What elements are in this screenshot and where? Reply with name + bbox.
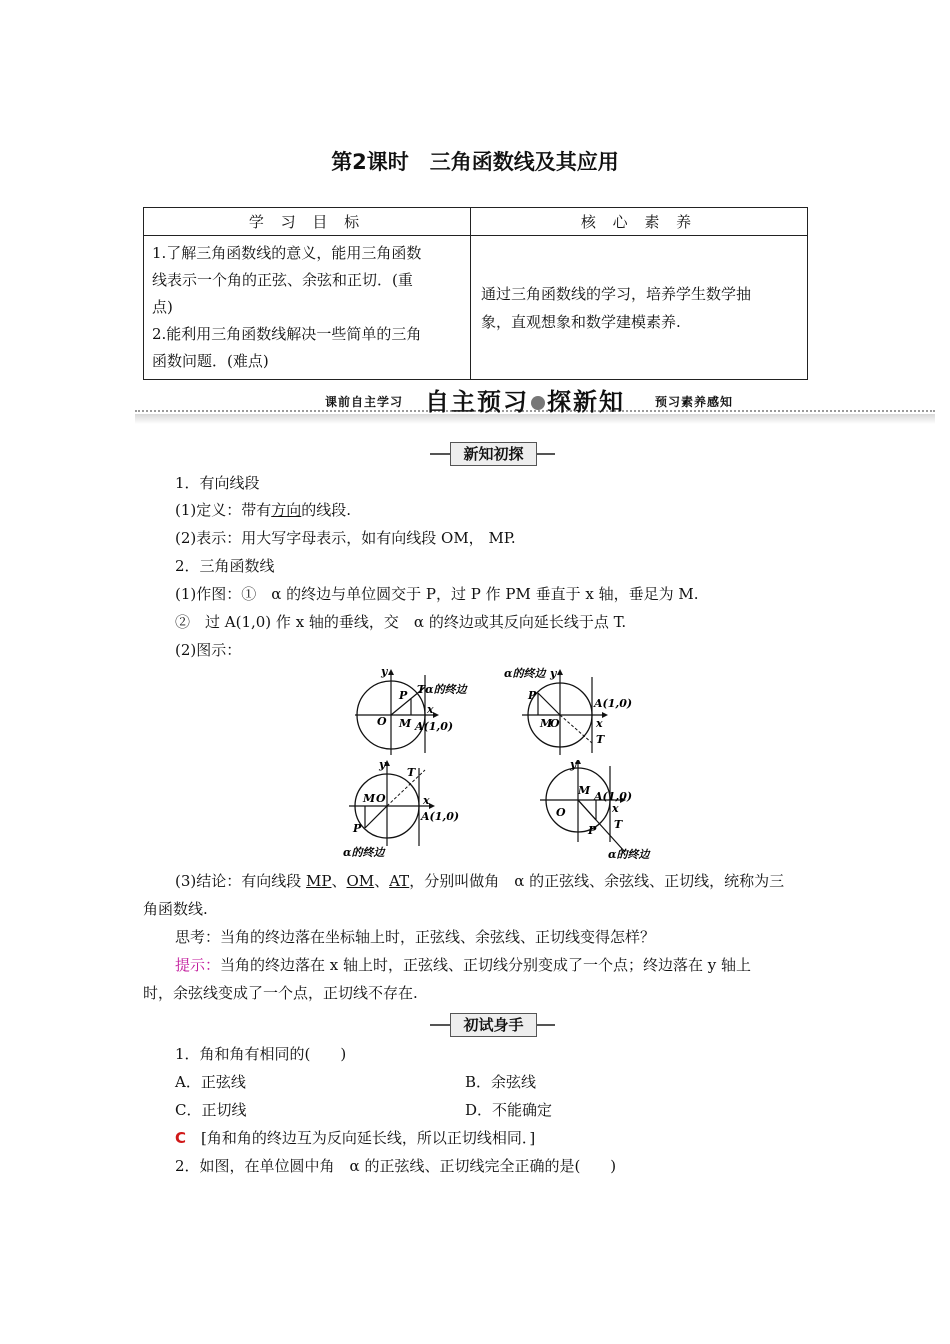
- option-a: A．正弦线: [175, 1073, 246, 1091]
- goal-line: 1.了解三角函数线的意义，能用三角函数: [152, 244, 422, 262]
- question-1: 1．角和角有相同的( ): [175, 1045, 347, 1063]
- construction-line: (1)作图：① α 的终边与单位圆交于 P，过 P 作 PM 垂直于 x 轴，垂足为 M.: [175, 585, 699, 603]
- section-heading-label: 新知初探: [450, 442, 537, 466]
- point-a-label: A(1,0): [594, 790, 633, 803]
- arrow-circle-icon: [531, 396, 545, 410]
- hint-line: 提示：当角的终边落在 x 轴上时，正弦线、正切线分别变成了一个点；终边落在 y 轴上: [175, 956, 752, 974]
- y-axis-label: y: [550, 667, 557, 680]
- y-axis-label: y: [381, 665, 388, 678]
- underlined-answer: AT: [389, 872, 410, 890]
- item-heading: 2．三角函数线: [175, 557, 275, 575]
- x-axis-label: x: [596, 717, 603, 730]
- point-a-label: A(1,0): [421, 810, 460, 823]
- literacy-cell: [471, 236, 808, 380]
- banner-title-part1: 自主预习: [425, 388, 529, 416]
- section-heading-label: 初试身手: [450, 1013, 537, 1037]
- y-axis-label: y: [379, 760, 386, 771]
- think-question: 思考：当角的终边落在坐标轴上时，正弦线、余弦线、正切线变得怎样？: [175, 928, 656, 946]
- figure-caption: (2)图示：: [175, 641, 242, 659]
- terminal-side-label: α的终边: [504, 667, 546, 680]
- option-b: B．余弦线: [465, 1073, 537, 1091]
- section-banner: [135, 380, 935, 426]
- point-a-label: A(1,0): [415, 720, 454, 733]
- banner-left-label: 课前自主学习: [325, 395, 404, 409]
- option-c: C．正切线: [175, 1101, 247, 1119]
- section-heading-new-knowledge: [430, 442, 555, 466]
- goal-line: 点): [152, 298, 173, 316]
- banner-title: [425, 382, 625, 417]
- representation-line: (2)表示：用大写字母表示，如有向线段 OM， MP.: [175, 529, 516, 547]
- x-axis-label: x: [612, 802, 619, 815]
- origin-label: O: [376, 792, 386, 805]
- underlined-answer: 方向: [271, 501, 302, 519]
- point-p-label: P: [353, 822, 362, 835]
- definition-line: (1)定义：带有方向的线段.: [175, 501, 352, 519]
- item-heading: 1．有向线段: [175, 474, 260, 492]
- x-axis-label: x: [427, 703, 434, 716]
- point-p-label: P: [588, 824, 597, 837]
- origin-label: O: [377, 715, 387, 728]
- underlined-answer: OM: [346, 872, 375, 890]
- conclusion-line: (3)结论：有向线段 MP、OM、AT，分别叫做角 α 的正弦线、余弦线、正切线，统称为三: [175, 872, 785, 890]
- terminal-side-label: α的终边: [343, 846, 385, 859]
- point-m-label: M: [540, 717, 553, 730]
- unit-circle-figure-2: [500, 665, 650, 760]
- page-title: 第2课时 三角函数线及其应用: [331, 150, 619, 174]
- point-m-label: M: [399, 717, 412, 730]
- literacy-line: 通过三角函数线的学习，培养学生数学抽: [481, 284, 752, 303]
- goals-table: [143, 207, 808, 380]
- conclusion-line: 角函数线.: [143, 900, 208, 918]
- construction-line: ② 过 A(1,0) 作 x 轴的垂线，交 α 的终边或其反向延长线于点 T.: [175, 613, 627, 631]
- goals-header: 学 习 目 标: [144, 208, 471, 236]
- point-t-label: T: [407, 766, 416, 779]
- underlined-answer: MP: [306, 872, 332, 890]
- banner-title-part2: 探新知: [547, 388, 625, 416]
- point-p-label: P: [399, 689, 408, 702]
- section-heading-try: [430, 1013, 555, 1037]
- literacy-line: 象，直观想象和数学建模素养.: [481, 312, 681, 331]
- banner-right-label: 预习素养感知: [655, 395, 734, 409]
- hint-line: 时，余弦线变成了一个点，正切线不存在.: [143, 984, 418, 1002]
- point-m-label: M: [363, 792, 376, 805]
- y-axis-label: y: [570, 760, 577, 771]
- x-axis-label: x: [423, 794, 430, 807]
- point-a-label: A(1,0): [594, 697, 633, 710]
- origin-label: O: [556, 806, 566, 819]
- literacy-header: 核 心 素 养: [471, 208, 808, 236]
- point-m-label: M: [578, 784, 591, 797]
- unit-circle-figure-1: [345, 665, 485, 760]
- terminal-side-label: α的终边: [608, 848, 650, 861]
- point-p-label: P: [528, 689, 537, 702]
- answer-letter: C: [175, 1129, 187, 1147]
- terminal-side-label: Tα的终边: [417, 683, 467, 696]
- origin-label: O: [550, 717, 560, 730]
- goals-cell: [144, 236, 471, 380]
- option-d: D．不能确定: [465, 1101, 553, 1119]
- hint-label: 提示：: [175, 956, 221, 974]
- unit-circle-figure-3: [335, 760, 465, 860]
- goal-line: 函数问题．(难点): [152, 352, 269, 370]
- goal-line: 2.能利用三角函数线解决一些简单的三角: [152, 325, 422, 343]
- answer-line: C [角和角的终边互为反向延长线，所以正切线相同．]: [175, 1129, 536, 1147]
- point-t-label: T: [614, 818, 623, 831]
- question-2: 2．如图，在单位圆中角 α 的正弦线、正切线完全正确的是( ): [175, 1157, 617, 1175]
- unit-circle-figure-4: [530, 760, 670, 865]
- goal-line: 线表示一个角的正弦、余弦和正切．(重: [152, 271, 413, 289]
- point-t-label: T: [596, 733, 605, 746]
